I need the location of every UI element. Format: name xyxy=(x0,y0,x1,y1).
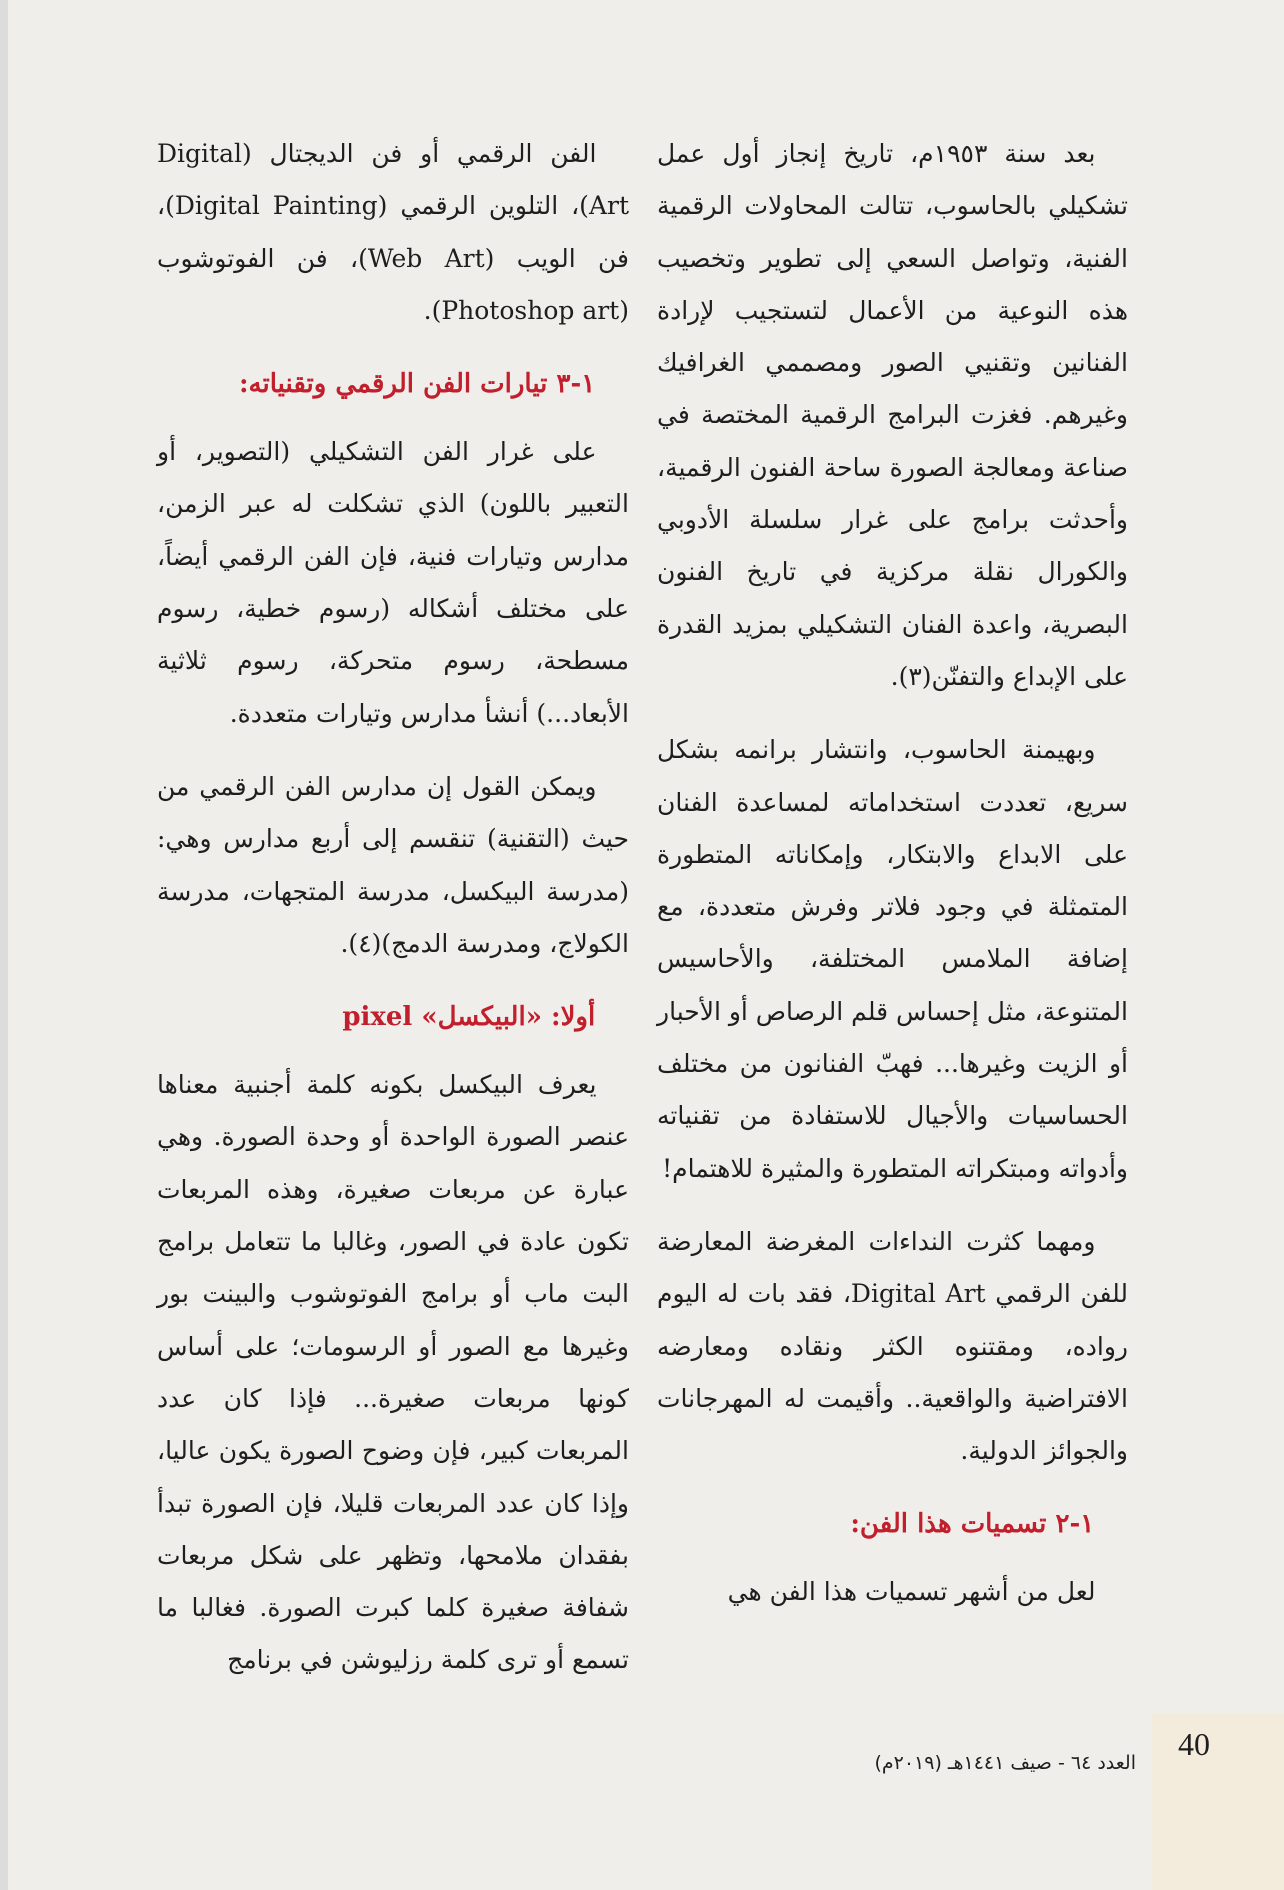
body-paragraph: ومهما كثرت النداءات المغرضة المعارضة للفن الرقمي Digital Art، فقد بات له اليوم رواده، ومقتنوه الكثر ونقاده ومعارضه الافتراضية والواقعية.. وأقيمت له المهرجانات والجوائز الدولية. xyxy=(657,1226,1129,1466)
body-paragraph: وبهيمنة الحاسوب، وانتشار برانمه بشكل سريع، تعددت استخداماته لمساعدة الفنان على الابداع والابتكار، وإمكاناته المتطورة المتمثلة في وجود فلاتر وفرش متعددة، مع إضافة الملامس المختلفة، والأحاسيس المتنوعة، مثل إحساس قلم الرصاص أو الأحبار أو الزيت وغيرها... فهبّ الفنانون من مختلف الحساسيات والأجيال للاستفادة من تقنياته وأدواته ومبتكراته المتطورة والمثيرة للاهتمام! xyxy=(657,735,1128,1183)
page-number: 40 xyxy=(1178,1726,1210,1762)
section-heading: أولا: «البيكسل» pixel xyxy=(342,1002,596,1033)
body-paragraph: بعد سنة ١٩٥٣م، تاريخ إنجاز أول عمل تشكيلي بالحاسوب، تتالت المحاولات الرقمية الفنية، وتواصل السعي إلى تطوير وتخصيب هذه النوعية من الأعمال لتستجيب لإرادة الفنانين وتقنيي الصور ومصممي الغرافيك وغيرهم. فغزت البرامج الرقمية المختصة في صناعة ومعالجة الصورة ساحة الفنون الرقمية، وأحدثت برامج على غرار سلسلة الأدوبي والكورال نقلة مركزية في تاريخ الفنون البصرية، واعدة الفنان التشكيلي بمزيد القدرة على الإبداع والتفنّن(٣). xyxy=(657,139,1128,691)
section-heading: ١-٣ تيارات الفن الرقمي وتقنياته: xyxy=(238,369,596,400)
right-column xyxy=(657,128,1128,1640)
body-paragraph: لعل من أشهر تسميات هذا الفن هي xyxy=(727,1577,1096,1607)
body-paragraph: ويمكن القول إن مدارس الفن الرقمي من حيث (التقنية) تنقسم إلى أربع مدارس وهي: (مدرسة البيكسل، مدرسة المتجهات، مدرسة الكولاج، ومدرسة الدمج)(٤). xyxy=(157,771,629,958)
body-paragraph: يعرف البيكسل بكونه كلمة أجنبية معناها عنصر الصورة الواحدة أو وحدة الصورة. وهي عبارة عن مربعات صغيرة، وهذه المربعات تكون عادة في الصور، وغالبا ما تتعامل برامج البت ماب أو برامج الفوتوشوب والبينت بور وغيرها مع الصور أو الرسومات؛ على أساس كونها مربعات صغيرة... فإذا كان عدد المربعات كبير، فإن وضوح الصورة يكون عاليا، وإذا كان عدد المربعات قليلا، فإن الصورة تبدأ بفقدان ملامحها، وتظهر على شكل مربعات شفافة صغيرة كلما كبرت الصورة. فغالبا ما تسمع أو ترى كلمة رزليوشن في برنامج xyxy=(157,1070,629,1675)
left-column xyxy=(157,128,629,1708)
section-heading: ١-٢ تسميات هذا الفن: xyxy=(850,1509,1095,1540)
issue-info: العدد ٦٤ - صيف ١٤٤١هـ (٢٠١٩م) xyxy=(874,1752,1136,1774)
body-paragraph: الفن الرقمي أو فن الديجتال (Digital Art)، التلوين الرقمي (Digital Painting)، فن الويب (Web Art)، فن الفوتوشوب (Photoshop art). xyxy=(157,139,630,325)
body-paragraph: على غرار الفن التشكيلي (التصوير، أو التعبير باللون) الذي تشكلت له عبر الزمن، مدارس وتيارات فنية، فإن الفن الرقمي أيضاً، على مختلف أشكاله (رسوم خطية، رسوم مسطحة، رسوم متحركة، رسوم ثلاثية الأبعاد...) أنشأ مدارس وتيارات متعددة. xyxy=(157,437,629,728)
